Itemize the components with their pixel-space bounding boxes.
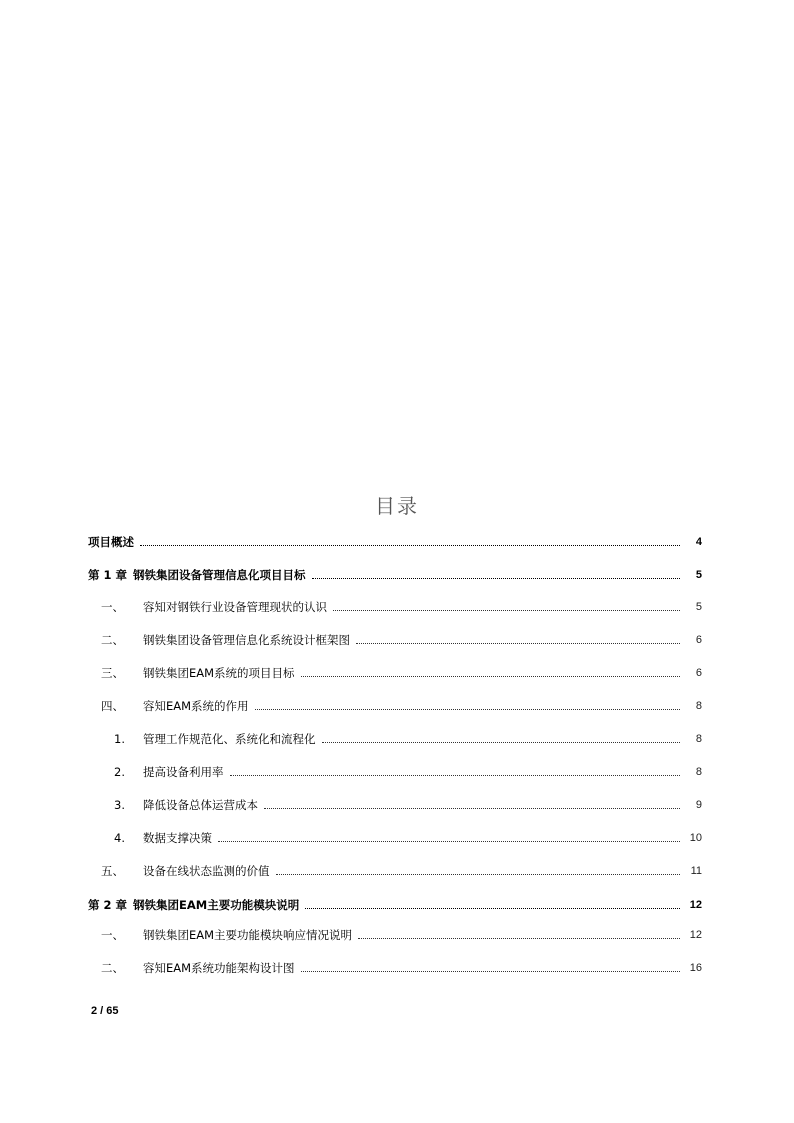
toc-entry-2-2[interactable] <box>88 959 702 977</box>
toc-dot-leader <box>301 675 680 677</box>
toc-dot-leader <box>305 907 680 909</box>
toc-entry-1-1[interactable] <box>88 598 702 616</box>
toc-entry-text: 提高设备利用率 <box>143 765 224 779</box>
toc-dot-leader <box>140 544 680 546</box>
toc-page-number: 8 <box>695 766 702 778</box>
toc-entry-number: 4. <box>114 831 125 845</box>
toc-entry-1-4-1[interactable] <box>88 730 702 748</box>
toc-dot-leader <box>230 774 681 776</box>
toc-entry-number: 第 1 章 <box>88 568 128 582</box>
toc-page-number: 8 <box>695 700 702 712</box>
toc-dot-leader <box>356 642 680 644</box>
toc-entry-1-2[interactable] <box>88 631 702 649</box>
toc-entry-number: 1. <box>114 732 125 746</box>
toc-dot-leader <box>264 807 680 809</box>
toc-page-number: 16 <box>689 962 702 974</box>
toc-entry-number: 二、 <box>101 633 124 647</box>
toc-entry-overview[interactable] <box>88 533 702 551</box>
toc-dot-leader <box>333 609 680 611</box>
toc-entry-text: 钢铁集团EAM主要功能模块响应情况说明 <box>143 928 353 942</box>
toc-entry-chapter-1[interactable] <box>88 566 702 584</box>
toc-entry-text: 降低设备总体运营成本 <box>143 798 258 812</box>
toc-page-number: 11 <box>690 865 702 877</box>
toc-entry-text: 数据支撑决策 <box>143 831 212 845</box>
toc-entry-1-4-3[interactable] <box>88 796 702 814</box>
toc-entry-text: 管理工作规范化、系统化和流程化 <box>143 732 316 746</box>
toc-dot-leader <box>276 873 681 875</box>
toc-page-number: 6 <box>695 667 702 679</box>
toc-entry-number: 3. <box>114 798 125 812</box>
toc-page-number: 8 <box>695 733 702 745</box>
toc-entry-1-4[interactable] <box>88 697 702 715</box>
toc-entry-text: 设备在线状态监测的价值 <box>143 864 270 878</box>
toc-entry-1-4-4[interactable] <box>88 829 702 847</box>
toc-entry-number: 四、 <box>101 699 124 713</box>
toc-entry-text: 钢铁集团设备管理信息化系统设计框架图 <box>143 633 350 647</box>
toc-entry-number: 五、 <box>101 864 124 878</box>
toc-entry-text: 钢铁集团EAM系统的项目目标 <box>143 666 295 680</box>
toc-page-number: 6 <box>695 634 702 646</box>
toc-entry-text: 钢铁集团设备管理信息化项目目标 <box>133 568 306 582</box>
toc-entry-1-4-2[interactable] <box>88 763 702 781</box>
toc-title: 目录 <box>375 494 419 518</box>
toc-entry-text: 容知对钢铁行业设备管理现状的认识 <box>143 600 327 614</box>
toc-entry-2-1[interactable] <box>88 926 702 944</box>
page-number-footer: 2 / 65 <box>91 1005 119 1017</box>
toc-entry-1-3[interactable] <box>88 664 702 682</box>
toc-dot-leader <box>322 741 681 743</box>
toc-entry-number: 一、 <box>101 600 124 614</box>
toc-entry-chapter-2[interactable] <box>88 896 702 914</box>
toc-page-number: 9 <box>695 799 702 811</box>
toc-dot-leader <box>218 840 680 842</box>
toc-entry-number: 一、 <box>101 928 124 942</box>
toc-entry-number: 二、 <box>101 961 124 975</box>
toc-entry-number: 2. <box>114 765 125 779</box>
toc-dot-leader <box>358 937 680 939</box>
toc-entry-text: 容知EAM系统功能架构设计图 <box>143 961 295 975</box>
toc-page-number: 12 <box>689 899 702 911</box>
toc-page-number: 12 <box>689 929 702 941</box>
toc-entry-number: 三、 <box>101 666 124 680</box>
toc-entry-text: 钢铁集团EAM主要功能模块说明 <box>133 898 300 912</box>
toc-dot-leader <box>301 970 680 972</box>
toc-entry-text: 项目概述 <box>88 535 134 549</box>
toc-entry-number: 第 2 章 <box>88 898 128 912</box>
toc-entry-text: 容知EAM系统的作用 <box>143 699 249 713</box>
toc-page-number: 4 <box>695 536 702 548</box>
toc-page-number: 5 <box>695 569 702 581</box>
toc-page-number: 10 <box>689 832 702 844</box>
toc-dot-leader <box>312 577 681 579</box>
toc-dot-leader <box>255 708 680 710</box>
toc-entry-1-5[interactable] <box>88 862 702 880</box>
toc-page-number: 5 <box>695 601 702 613</box>
